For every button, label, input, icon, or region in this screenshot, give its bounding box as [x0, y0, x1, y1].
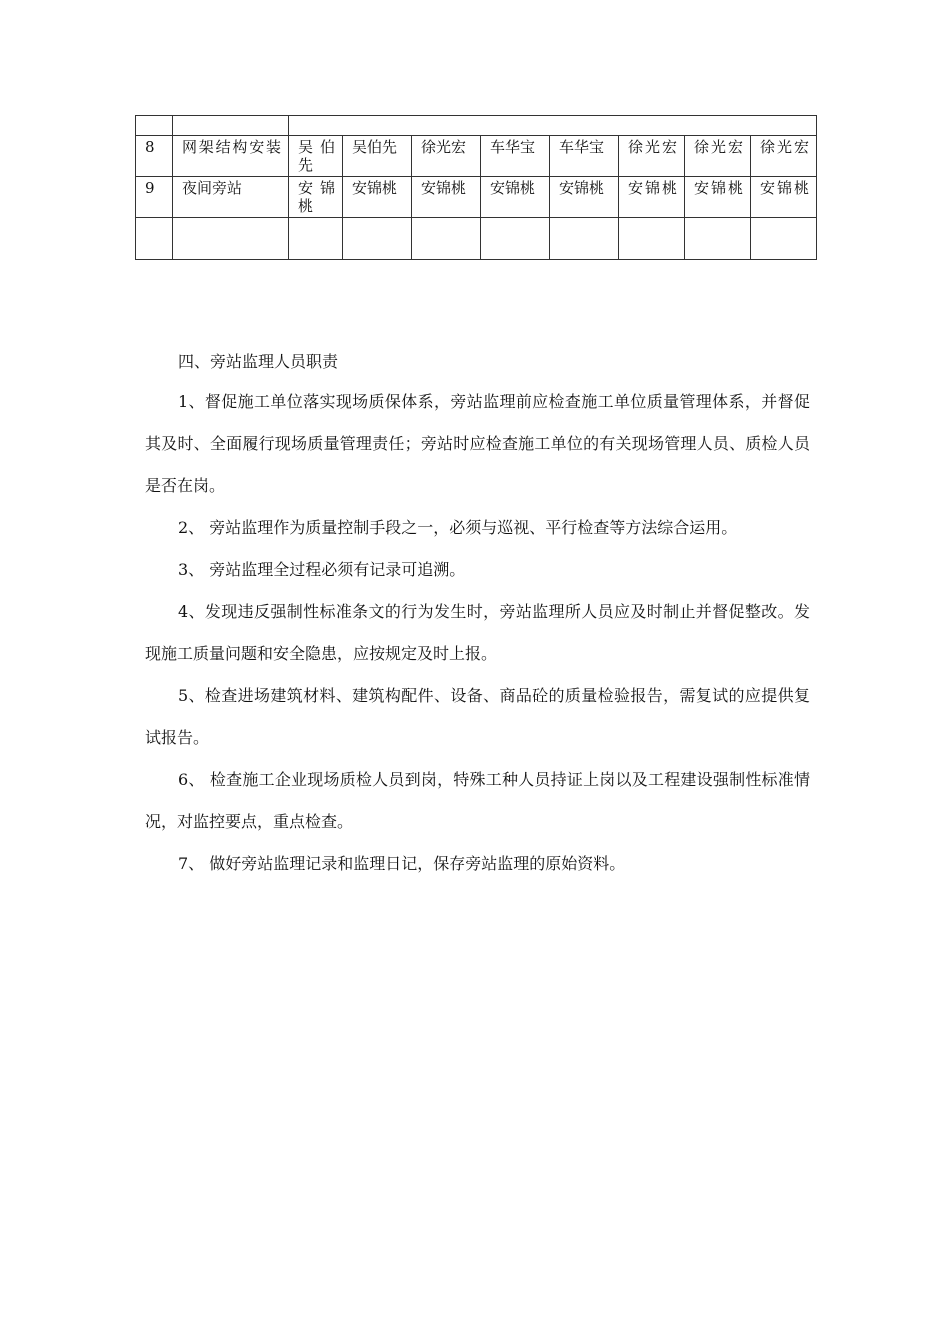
responsibility-item: 2、 旁站监理作为质量控制手段之一，必须与巡视、平行检查等方法综合运用。: [178, 518, 738, 537]
table-cell: [343, 218, 412, 260]
row-number: 9: [136, 177, 173, 218]
responsibility-item: 1、督促施工单位落实现场质保体系，旁站监理前应检查施工单位质量管理体系，并督促其及时、全面履行现场质量管理责任；旁站时应检查施工单位的有关现场管理人员、质检人员是否在岗。: [145, 392, 810, 495]
task-name: 网架结构安装: [173, 136, 289, 177]
person-cell: 徐光宏: [751, 136, 817, 177]
table-row: [136, 218, 817, 260]
section-heading: 四、旁站监理人员职责: [178, 352, 339, 371]
person-cell: 安锦桃: [685, 177, 751, 218]
person-cell: 车华宝: [550, 136, 619, 177]
table-cell: [685, 218, 751, 260]
person-cell: 安锦桃: [550, 177, 619, 218]
person-cell: 吴伯先: [289, 136, 343, 177]
person-cell: 徐光宏: [619, 136, 685, 177]
person-cell: 安锦桃: [343, 177, 412, 218]
table-cell: [173, 218, 289, 260]
table-cell: [751, 218, 817, 260]
person-cell: 安锦桃: [289, 177, 343, 218]
person-cell: 徐光宏: [685, 136, 751, 177]
row-number: 8: [136, 136, 173, 177]
responsibility-item: 3、 旁站监理全过程必须有记录可追溯。: [178, 560, 466, 579]
responsibility-item: 5、检查进场建筑材料、建筑构配件、设备、商品砼的质量检验报告，需复试的应提供复试报告。: [145, 686, 810, 747]
responsibility-item: 4、发现违反强制性标准条文的行为发生时，旁站监理所人员应及时制止并督促整改。发现施工质量问题和安全隐患，应按规定及时上报。: [145, 602, 810, 663]
person-cell: 徐光宏: [412, 136, 481, 177]
table-cell: [136, 116, 173, 136]
table-cell: [619, 218, 685, 260]
table-row: [136, 116, 817, 136]
responsibilities-section: [145, 343, 810, 885]
person-cell: 车华宝: [481, 136, 550, 177]
table-cell: [289, 218, 343, 260]
table-cell: [412, 218, 481, 260]
supervision-schedule-table: [135, 115, 817, 260]
table-row: [136, 177, 817, 218]
table-cell: [550, 218, 619, 260]
responsibility-item: 6、 检查施工企业现场质检人员到岗，特殊工种人员持证上岗以及工程建设强制性标准情况，对监控要点，重点检查。: [145, 770, 810, 831]
task-name: 夜间旁站: [173, 177, 289, 218]
person-cell: 安锦桃: [481, 177, 550, 218]
table-cell: [173, 116, 289, 136]
table-row: [136, 136, 817, 177]
person-cell: 安锦桃: [619, 177, 685, 218]
table-cell: [481, 218, 550, 260]
person-cell: 吴伯先: [343, 136, 412, 177]
person-cell: 安锦桃: [412, 177, 481, 218]
table-cell: [289, 116, 817, 136]
responsibility-item: 7、 做好旁站监理记录和监理日记，保存旁站监理的原始资料。: [178, 854, 626, 873]
table-cell: [136, 218, 173, 260]
person-cell: 安锦桃: [751, 177, 817, 218]
